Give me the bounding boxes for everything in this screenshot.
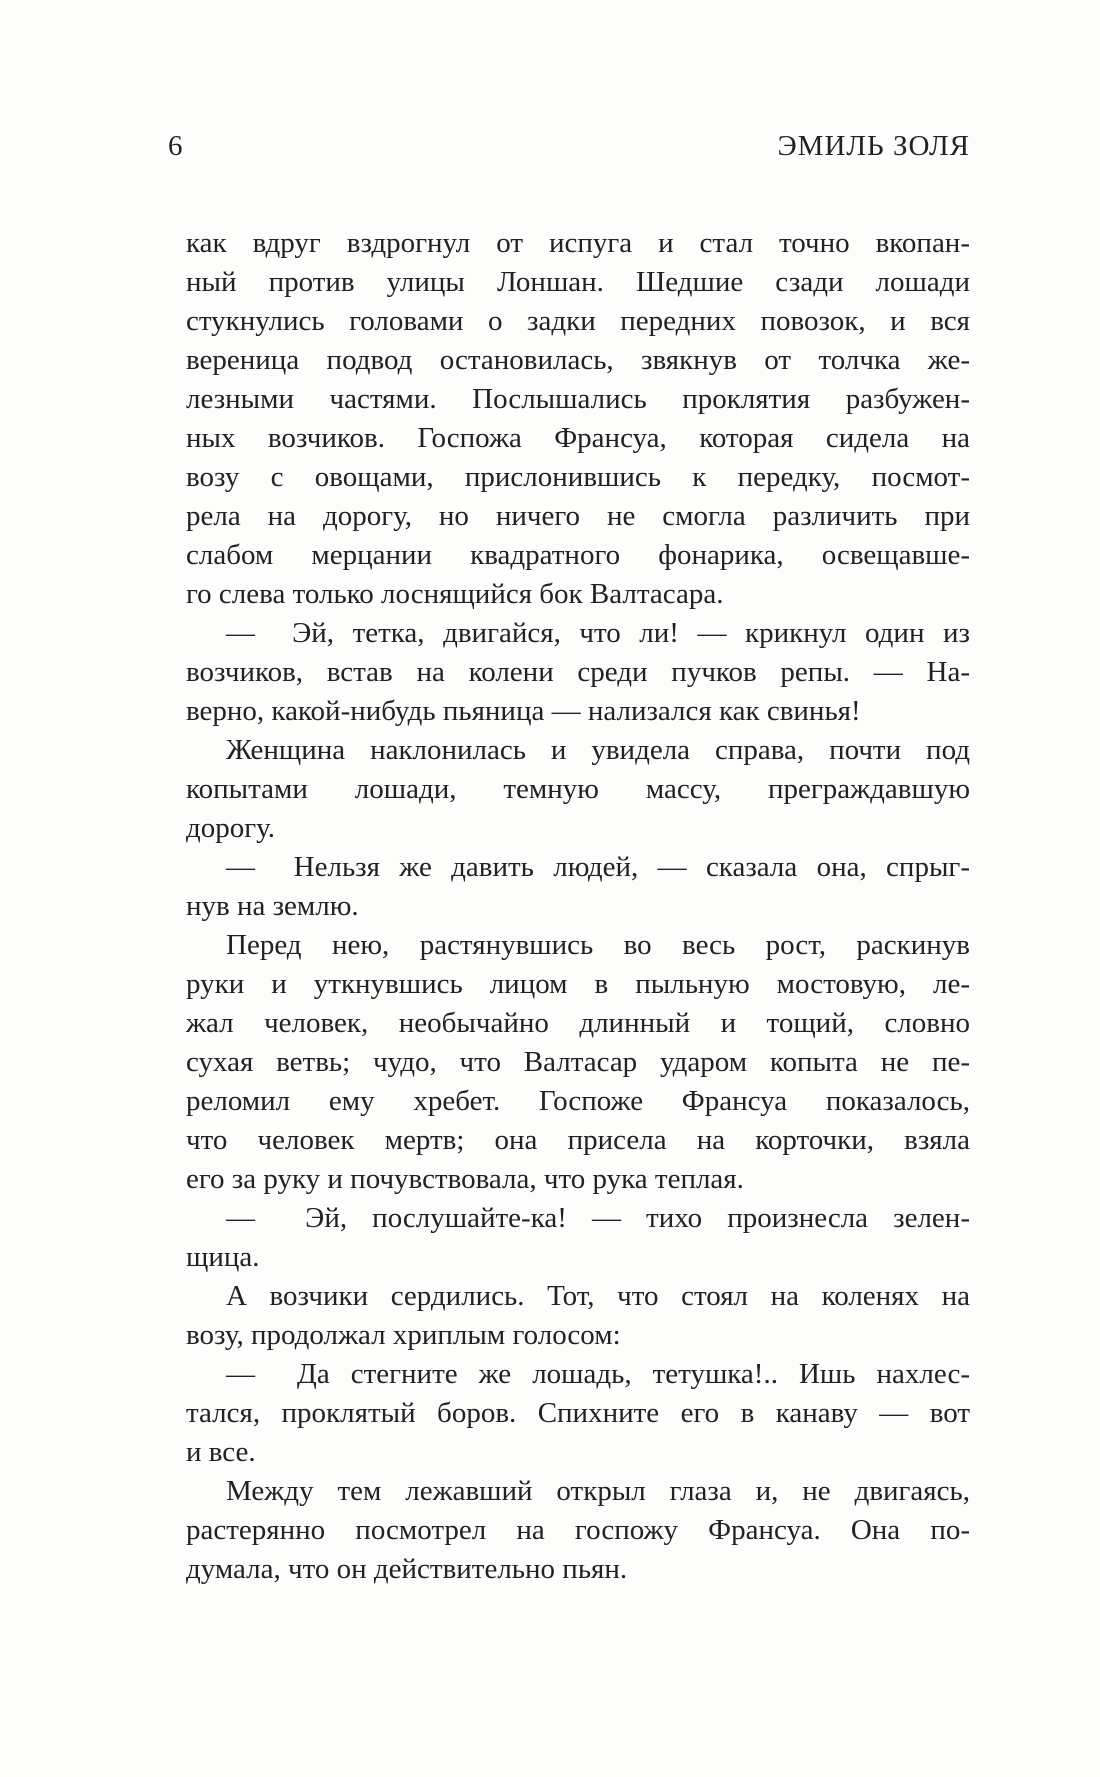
paragraph	[186, 1355, 970, 1472]
text-line: и все.	[186, 1436, 256, 1468]
paragraph	[186, 1277, 970, 1355]
running-header	[168, 131, 970, 163]
paragraph	[186, 731, 970, 848]
text-line: руки и уткнувшись лицом в пыльную мостовую, ле-	[186, 968, 970, 1000]
page-number: 6	[168, 130, 183, 162]
text-line: го слева только лоснящийся бок Валтасара.	[186, 578, 724, 610]
paragraph	[186, 614, 970, 731]
text-line: верно, какой-нибудь пьяница — нализался как свинья!	[186, 695, 861, 727]
text-line: сухая ветвь; чудо, что Валтасар ударом копыта не пе-	[186, 1046, 970, 1078]
paragraph	[186, 1199, 970, 1277]
text-line: ных возчиков. Госпожа Франсуа, которая сидела на	[186, 422, 970, 454]
text-line: Между тем лежавший открыл глаза и, не двигаясь,	[226, 1475, 970, 1507]
text-line: щица.	[186, 1241, 260, 1273]
text-line: — Да стегните же лошадь, тетушка!.. Ишь нахлес-	[226, 1358, 970, 1390]
text-line: возу с овощами, прислонившись к передку, посмот-	[186, 461, 970, 493]
text-line: растерянно посмотрел на госпожу Франсуа. Она по-	[186, 1514, 970, 1546]
paragraph	[186, 224, 970, 614]
text-line: стукнулись головами о задки передних повозок, и вся	[186, 305, 970, 337]
running-title: ЭМИЛЬ ЗОЛЯ	[777, 130, 970, 162]
text-line: Перед нею, растянувшись во весь рост, раскинув	[226, 929, 970, 961]
text-line: копытами лошади, темную массу, преграждавшую	[186, 773, 970, 805]
text-line: нув на землю.	[186, 890, 359, 922]
text-line: рела на дорогу, но ничего не смогла различить при	[186, 500, 970, 532]
text-line: реломил ему хребет. Госпоже Франсуа показалось,	[186, 1085, 970, 1117]
text-line: возчиков, встав на колени среди пучков репы. — На-	[186, 656, 970, 688]
text-line: ный против улицы Лоншан. Шедшие сзади лошади	[186, 266, 970, 298]
text-line: слабом мерцании квадратного фонарика, освещавше-	[186, 539, 970, 571]
text-line: — Эй, тетка, двигайся, что ли! — крикнул один из	[226, 617, 970, 649]
text-line: — Нельзя же давить людей, — сказала она, спрыг-	[226, 851, 970, 883]
text-line: вереница подвод остановилась, звякнув от толчка же-	[186, 344, 970, 376]
text-line: его за руку и почувствовала, что рука теплая.	[186, 1163, 744, 1195]
text-line: дорогу.	[186, 812, 275, 844]
text-line: думала, что он действительно пьян.	[186, 1553, 628, 1585]
paragraph	[186, 1472, 970, 1589]
text-line: жал человек, необычайно длинный и тощий, словно	[186, 1007, 970, 1039]
text-line: — Эй, послушайте-ка! — тихо произнесла зелен-	[226, 1202, 970, 1234]
text-block	[186, 224, 970, 1589]
paragraph	[186, 926, 970, 1199]
text-line: А возчики сердились. Тот, что стоял на коленях на	[226, 1280, 970, 1312]
text-line: как вдруг вздрогнул от испуга и стал точно вкопан-	[186, 227, 970, 259]
text-line: что человек мертв; она присела на корточки, взяла	[186, 1124, 970, 1156]
text-line: лезными частями. Послышались проклятия разбужен-	[186, 383, 970, 415]
text-line: возу, продолжал хриплым голосом:	[186, 1319, 621, 1351]
text-line: тался, проклятый боров. Спихните его в канаву — вот	[186, 1397, 970, 1429]
text-line: Женщина наклонилась и увидела справа, почти под	[226, 734, 970, 766]
paragraph	[186, 848, 970, 926]
